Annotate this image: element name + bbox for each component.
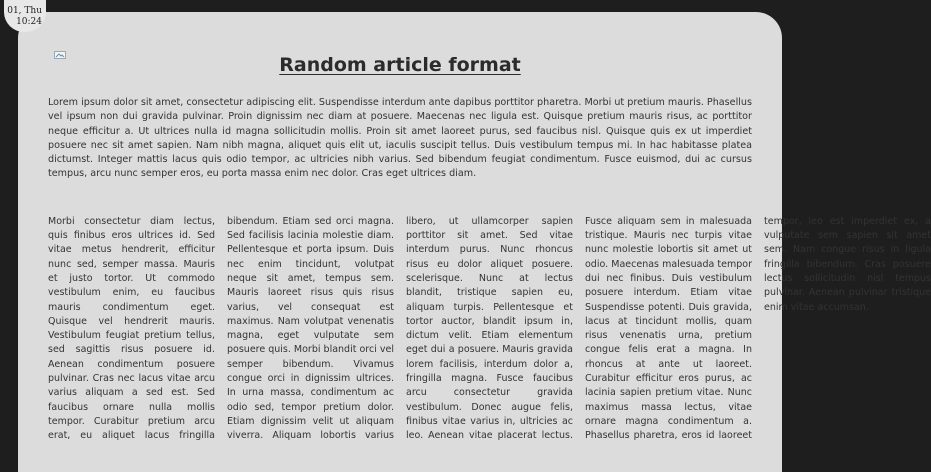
article-columns — [48, 215, 931, 455]
clock-widget — [4, 0, 46, 32]
article-title: Random article format — [279, 54, 521, 76]
article-page — [18, 12, 931, 472]
article-body: Morbi consectetur diam lectus, quis finibus eros ultrices id. Sed vitae metus hendrerit, efficitur nunc sed, semper massa. Mauris et justo tortor. Ut commodo vestibulum enim, eu faucibus mauris condimentum eget. Quisque vel hendrerit mauris. Vestibulum feugiat pretium tellus, sed sagittis risus posuere id. Aenean condimentum posuere pulvinar. Cras nec lacus vitae arcu varius aliquam a sed est. Sed faucibus ornare nulla mollis tempor. Curabitur pretium arcu erat, eu aliquet lacus fringilla bibendum. Etiam sed orci magna. Sed facilisis lacinia molestie diam. Pellentesque et porta ipsum. Duis nec enim tincidunt, volutpat neque sit amet, tempus sem. Mauris laoreet risus quis risus varius, vel consequat est maximus. Nam volutpat venenatis magna, eget vulputate sem posuere quis. Morbi blandit orci vel semper bibendum. Vivamus congue orci in dignissim ultrices. In urna massa, condimentum ac odio sed, tempor pretium dolor. Etiam dignissim velit ut aliquam viverra. Aliquam lobortis varius libero, ut ullamcorper sapien porttitor sit amet. Sed vitae interdum purus. Nunc rhoncus risus eu dolor aliquet posuere. scelerisque. Nunc at lectus blandit, tristique sapien eu, aliquam turpis. Pellentesque et tortor auctor, blandit ipsum in, dictum velit. Etiam elementum eget dui a posuere. Mauris gravida lorem facilisis, interdum dolor a, fringilla magna. Fusce faucibus arcu consectetur gravida vestibulum. Donec augue felis, finibus vitae varius in, ultricies ac leo. Aenean vitae placerat lectus. Fusce aliquam sem in malesuada tristique. Mauris nec turpis vitae nunc molestie lobortis sit amet ut odio. Maecenas malesuada tempor dui nec finibus. Duis vestibulum posuere interdum. Etiam vitae Suspendisse potenti. Duis gravida, lacus at tincidunt mollis, quam risus venenatis urna, pretium congue felis erat a magna. In rhoncus at ante ut laoreet. Curabitur efficitur eros purus, ac lacinia sapien pretium vitae. Nunc maximus massa lectus, vitae ornare magna condimentum a. Phasellus pharetra, eros id laoreet tempor, leo est imperdiet ex, a vulputate sem sapien sit amet sem. Nam congue risus in ligula fringilla bibendum. Cras posuere lectus sollicitudin nisl tempus pulvinar. Aenean pulvinar tristique enim vitae accumsan. — [48, 215, 931, 442]
clock-date: 01, Thu — [7, 6, 42, 16]
article-intro: Lorem ipsum dolor sit amet, consectetur adipiscing elit. Suspendisse interdum ante dapibus porttitor pharetra. Morbi ut pretium mauris. Phasellus vel ipsum non dui gravida pulvinar. Proin dignissim nec diam at posuere. Maecenas nec ligula est. Quisque pretium mauris risus, ac porttitor neque efficitur a. Ut ultrices nulla id magna sollicitudin mollis. Proin sit amet laoreet purus, sed faucibus nisl. Quisque quis ex ut imperdiet posuere nec sit amet sapien. Nam nibh magna, aliquet quis elit ut, iaculis suscipit tellus. Duis vestibulum tempus mi. In hac habitasse platea dictumst. Integer mattis lacus quis odio tempor, ac ultricies nibh varius. Sed bibendum feugiat condimentum. Fusce euismod, dui ac cursus tempus, arcu nunc semper eros, eu porta massa enim nec dolor. Cras eget ultrices diam. — [48, 97, 752, 180]
clock-time: 10:24 — [16, 17, 42, 27]
broken-image-icon — [54, 51, 66, 59]
